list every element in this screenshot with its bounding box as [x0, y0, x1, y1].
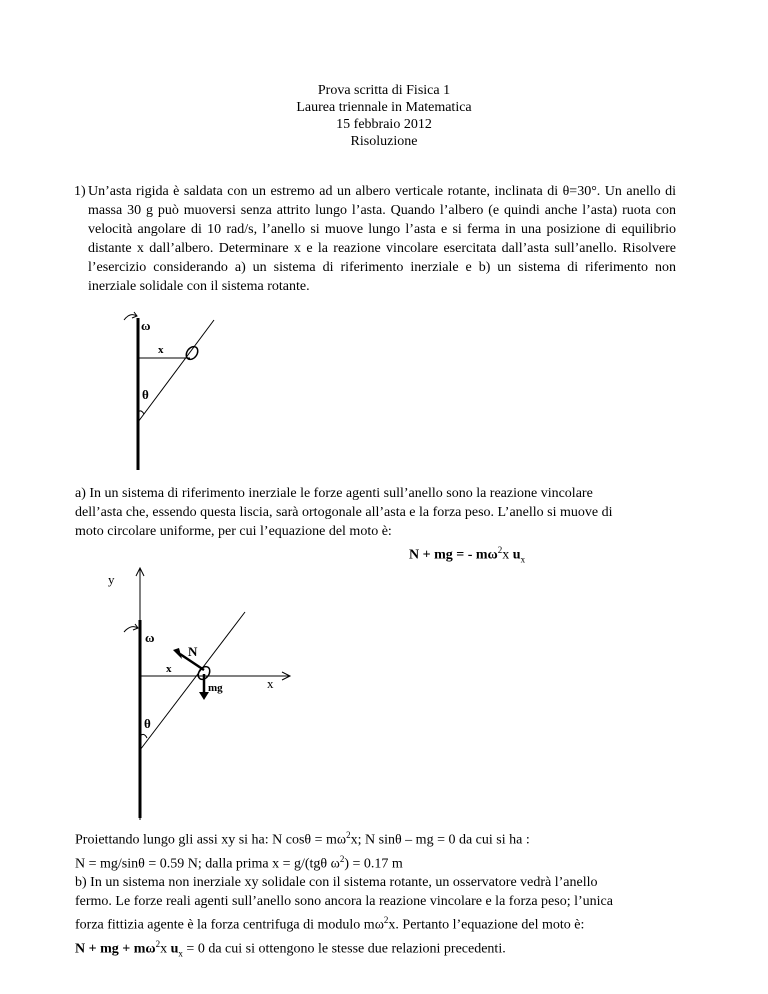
- x-label: x: [158, 344, 164, 356]
- header-date: 15 febbraio 2012: [336, 117, 432, 132]
- theta-label: θ: [144, 716, 151, 731]
- part-a-line-1: a) In un sistema di riferimento inerziale le forze agenti sull’anello sono la reazione vincolare: [75, 486, 593, 501]
- part-b-line-3: forza fittizia agente è la forza centrifuga di modulo $m\omega^2x$. Pertanto l’equazione del moto è:: [75, 915, 585, 933]
- inclined-rod: [140, 612, 245, 750]
- header: [0, 82, 768, 150]
- N-label: N: [188, 644, 198, 659]
- rotation-arrow-icon: [124, 315, 137, 320]
- figure-2-diagram: [100, 560, 320, 822]
- omega-label: ω: [145, 630, 155, 645]
- ring: [184, 344, 200, 361]
- figure-1-diagram: [110, 308, 240, 473]
- part-b-equation: N + mg + $m\omega^2x$ $u_x = 0$ da cui si ottengono le stesse due relazioni precedenti.: [75, 938, 506, 959]
- omega-label: ω: [141, 318, 151, 333]
- part-b-line-1: b) In un sistema non inerziale xy solidale con il sistema rotante, un osservatore vedrà l’anello: [75, 875, 598, 891]
- part-b-line-2: fermo. Le forze reali agenti sull’anello sono ancora la reazione vincolare e la forza peso; l’unica: [75, 894, 613, 910]
- y-axis-label: y: [108, 572, 115, 587]
- projection-line-1: Proiettando lungo gli assi xy si ha: N $\cos\theta = m\omega^2x$; N sinθ – mg = 0 da cui si ha :: [75, 830, 530, 848]
- mg-label: mg: [208, 682, 223, 694]
- problem-number: 1): [74, 184, 86, 199]
- header-title: Prova scritta di Fisica 1: [317, 83, 451, 98]
- x-axis-label: x: [267, 676, 274, 691]
- part-a-text: [75, 484, 695, 541]
- equation-a: N + mg = - $m\omega^2x$ $u_x$: [409, 545, 526, 565]
- part-a-line-3: moto circolare uniforme, per cui l’equazione del moto è:: [75, 524, 392, 539]
- problem-text: Un’asta rigida è saldata con un estremo ad un albero verticale rotante, inclinata di θ=30°. Un anello di massa 30 g può muoversi senza attrito lungo l’asta. Quando l’albero (e quindi anche l’asta) ruota con velocità angolare di 10 rad/s, l’anello si muove lungo l’asta e si ferma in una posizione di equilibrio distante x dall’albero. Determinare x e la reazione vincolare esercitata dall’asta sull’anello. Risolvere l’esercizio considerando a) un sistema di riferimento inerziale e b) un sistema di riferimento non inerziale solidale con il sistema rotante.: [88, 184, 676, 294]
- header-course: Laurea triennale in Matematica: [296, 100, 472, 115]
- projection-line-2: N = mg/sinθ = 0.59 N; dalla prima x = g/(tgθ $\omega^2) = 0.17$ m: [75, 853, 403, 872]
- problem-1: [74, 182, 676, 296]
- theta-label: θ: [142, 387, 149, 402]
- x-label: x: [166, 663, 172, 675]
- part-a-line-2: dell’asta che, essendo questa liscia, sarà ortogonale all’asta e la forza peso. L’anello si muove di: [75, 505, 613, 520]
- inclined-rod: [138, 320, 214, 422]
- projection-text: [75, 826, 695, 963]
- header-subtitle: Risoluzione: [350, 134, 418, 149]
